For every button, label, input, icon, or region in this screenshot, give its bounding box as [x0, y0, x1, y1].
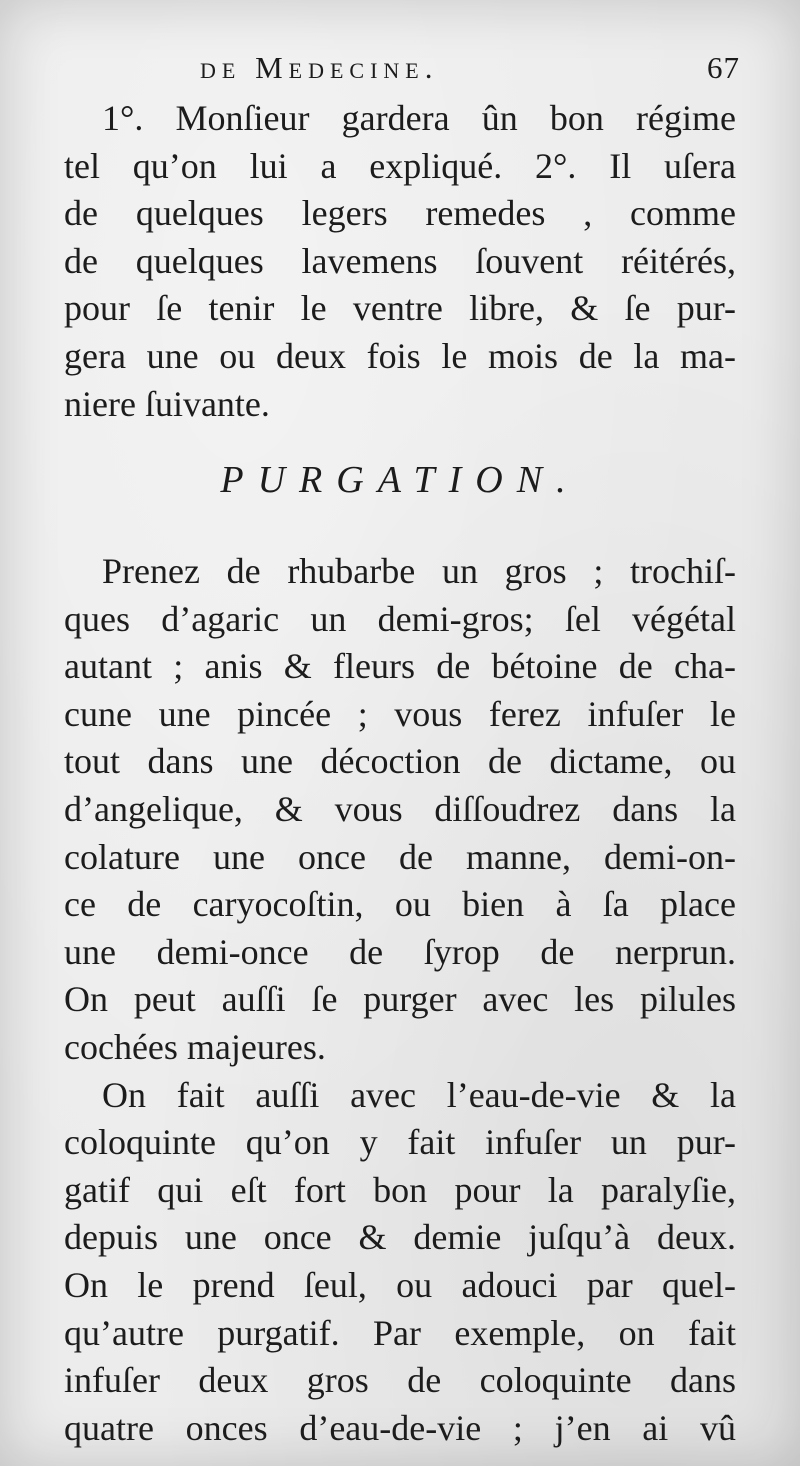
text-line: cune une pincée ; vous ferez infuſer le — [64, 693, 736, 734]
text-line: cochées majeures. — [64, 1026, 326, 1067]
paragraph-coloquinte — [64, 1072, 736, 1453]
text-line: qu’autre purgatif. Par exemple, on fait — [64, 1312, 736, 1353]
text-line: ce de caryocoſtin, ou bien à ſa place — [64, 884, 736, 925]
text-line: On peut auſſi ſe purger avec les pilules — [64, 979, 736, 1020]
text-line: colature une once de manne, demi-on- — [64, 836, 736, 877]
text-line: tel qu’on lui a expliqué. 2°. Il uſera — [64, 145, 736, 186]
text-line: tout dans une décoction de dictame, ou — [64, 741, 736, 782]
text-line: d’angelique, & vous diſſoudrez dans la — [64, 788, 736, 829]
text-line: quatre onces d’eau-de-vie ; j’en ai vû — [64, 1407, 736, 1448]
page-number: 67 — [707, 50, 740, 85]
text-line: 1°. Monſieur gardera ûn bon régime — [102, 98, 736, 138]
body-text — [64, 548, 736, 1452]
text-line: On fait auſſi avec l’eau-de-vie & la — [102, 1074, 736, 1115]
text-line: de quelques legers remedes , comme — [64, 193, 736, 234]
running-head — [200, 50, 740, 94]
text-line: gera une ou deux fois le mois de la ma- — [64, 335, 736, 376]
text-line: On le prend ſeul, ou adouci par quel- — [64, 1264, 736, 1305]
section-heading: PURGATION. — [220, 459, 580, 501]
text-line: gatif qui eſt fort bon pour la paralyſie, — [64, 1169, 736, 1210]
paragraph-purgation-recipe — [64, 548, 736, 1072]
text-line: pour ſe tenir le ventre libre, & ſe pur- — [64, 288, 736, 329]
text-line: depuis une once & demie juſqu’à deux. — [64, 1217, 736, 1258]
text-line: niere ſuivante. — [64, 383, 270, 424]
text-line: ques d’agaric un demi-gros; ſel végétal — [64, 598, 736, 639]
paragraph-regimen — [64, 95, 736, 428]
text-line: une demi-once de ſyrop de nerprun. — [64, 931, 736, 972]
text-line: autant ; anis & fleurs de bétoine de cha- — [64, 646, 736, 687]
text-line: infuſer deux gros de coloquinte dans — [64, 1360, 736, 1401]
text-line: Prenez de rhubarbe un gros ; trochiſ- — [102, 551, 736, 591]
running-title: de Medecine. — [200, 50, 439, 85]
text-line: de quelques lavemens ſouvent réitérés, — [64, 240, 736, 281]
text-line: coloquinte qu’on y fait infuſer un pur- — [64, 1122, 736, 1163]
